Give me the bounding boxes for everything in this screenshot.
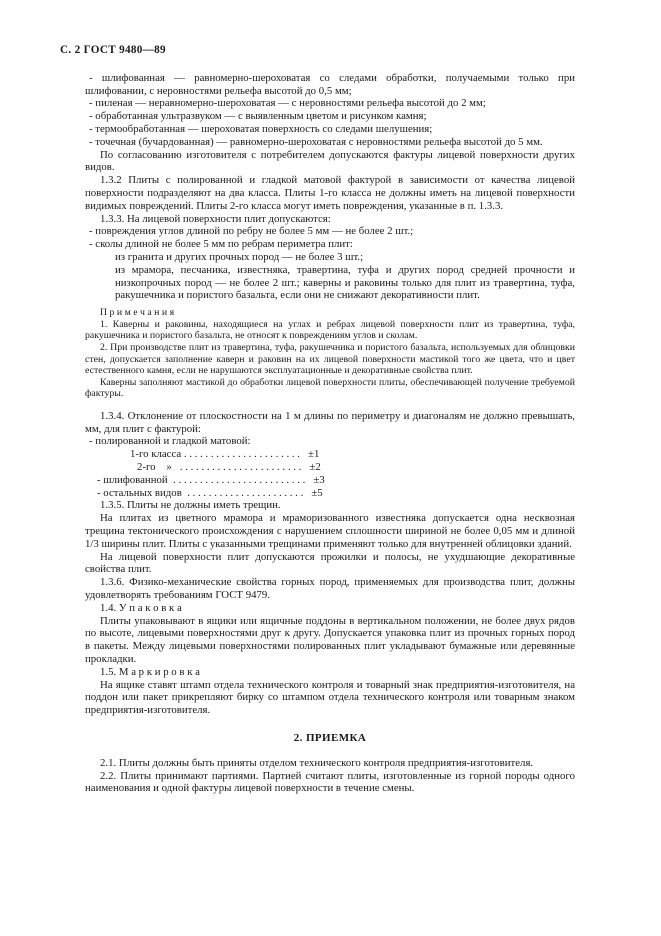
paragraph: На лицевой поверхности плит допускаются прожилки и полосы, не ухудшающие декоративные свойства плит. xyxy=(85,550,575,576)
dash-item: - точечная (бучардованная) — равномерно-шероховатая с неровностями рельефа высотой до 5 мм. xyxy=(89,135,543,148)
paragraph: 1.3.5. Плиты не должны иметь трещин. xyxy=(100,499,281,512)
paragraph: 1.3.2 Плиты с полированной и гладкой матовой фактурой в зависимости от качества лицевой поверхности подразделяют на два класса. Плиты 1-го класса не должны иметь на лицевой поверхности видимых повреждений. Плиты 2-го класса могут иметь повреждения, указанные в п. 1.3.3. xyxy=(85,174,575,212)
paragraph: На плитах из цветного мрамора и мраморизованного известняка допускается одна несквозная трещина тектонического происхождения с нарушением сплошности шириной не более 0,05 мм и длиной 1/3 ширины плит. Плиты с указанными трещинами применяют только для внутренней облицовки зданий. xyxy=(85,512,575,550)
leader-indent2: 2-го » . . . . . . . . . . . . . . . . . . . . . . . ±2 xyxy=(137,461,321,474)
run-in-heading: 1.4. У п а к о в к а xyxy=(100,601,182,614)
note: Каверны заполняют мастикой до обработки лицевой поверхности плиты, обеспечивающей получение требуемой фактуры. xyxy=(85,376,575,400)
dash-item: - шлифованная — равномерно-шероховатая со следами обработки, получаемыми только при шлифовании, с неровностями рельефа высотой до 0,5 мм; xyxy=(85,71,575,97)
sub-item: из мрамора, песчаника, известняка, травертина, туфа и других пород средней прочности и низкопрочных пород — не более 2 шт.; каверны и раковины только для плит из травертина, туфа, ракушечника и пористого базальта, если они не снижают декоративности плит. xyxy=(115,263,575,302)
paragraph: 2.2. Плиты принимают партиями. Партией считают плиты, изготовленные из горной породы одного наименования и одной фактуры лицевой поверхности в течение смены. xyxy=(85,769,575,795)
paragraph: Плиты упаковывают в ящики или ящичные поддоны в вертикальном положении, не более двух рядов по высоте, лицевыми поверхностями друг к другу. Допускается упаковка плит из прочных горных пород в пакеты. Между лицевыми поверхностями полированных плит укладывают бумажные или деревянные прокладки. xyxy=(85,614,575,666)
dash-item: - сколы длиной не более 5 мм по ребрам периметра плит: xyxy=(89,238,353,251)
run-in-heading: 1.5. М а р к и р о в к а xyxy=(100,665,200,678)
paragraph: 2.1. Плиты должны быть приняты отделом технического контроля предприятия-изготовителя. xyxy=(100,756,534,769)
sub-item: из гранита и других прочных пород — не более 3 шт.; xyxy=(115,250,364,263)
page-header: С. 2 ГОСТ 9480—89 xyxy=(60,44,166,56)
dash-item: - обработанная ультразвуком — с выявленным цветом и рисунком камня; xyxy=(89,110,427,123)
dash-item: - полированной и гладкой матовой: xyxy=(89,435,251,448)
leader-indent: 1-го класса . . . . . . . . . . . . . . . . . . . . . . ±1 xyxy=(130,448,320,461)
document-body xyxy=(85,72,575,795)
paragraph: 1.3.4. Отклонение от плоскостности на 1 м длины по периметру и диагоналям не должно превышать, мм, для плит с фактурой: xyxy=(85,409,575,435)
dash-item: - повреждения углов длиной по ребру не более 5 мм — не более 2 шт.; xyxy=(89,225,414,238)
paragraph: 1.3.3. На лицевой поверхности плит допускаются: xyxy=(100,212,331,225)
paragraph: На ящике ставят штамп отдела технического контроля и товарный знак предприятия-изготовителя, на поддон или пакет прикрепляют бирку со штампом отдела технического контроля или товарным знаком предприятия-изготовителя. xyxy=(85,678,575,717)
dash-item: - термообработанная — шероховатая поверхность со следами шелушения; xyxy=(89,122,433,135)
dash-leader: - шлифованной . . . . . . . . . . . . . . . . . . . . . . . . . ±3 xyxy=(97,473,325,486)
dash-leader: - остальных видов . . . . . . . . . . . . . . . . . . . . . . ±5 xyxy=(97,486,323,499)
paragraph: По согласованию изготовителя с потребителем допускаются фактуры лицевой поверхности других видов. xyxy=(85,148,575,174)
note-heading: П р и м е ч а н и я xyxy=(100,307,175,319)
section-heading: 2. ПРИЕМКА xyxy=(293,732,367,745)
note: 2. При производстве плит из травертина, туфа, ракушечника и пористого базальта, используемых для облицовки стен, допускается заполнение каверн и раковин на их лицевой поверхности мастикой того же цвета, что и цвет естественного камня, если не нарушаются эксплуатационные и декоративные свойства плит. xyxy=(85,341,575,377)
note: 1. Каверны и раковины, находящиеся на углах и ребрах лицевой поверхности плит из травертина, туфа, ракушечника и пористого базальта, не относят к повреждениям углов и сколам. xyxy=(85,318,575,342)
dash-item: - пиленая — неравномерно-шероховатая — с неровностями рельефа высотой до 2 мм; xyxy=(89,97,486,110)
paragraph: 1.3.6. Физико-механические свойства горных пород, применяемых для производства плит, должны удовлетворять требованиям ГОСТ 9479. xyxy=(85,576,575,602)
